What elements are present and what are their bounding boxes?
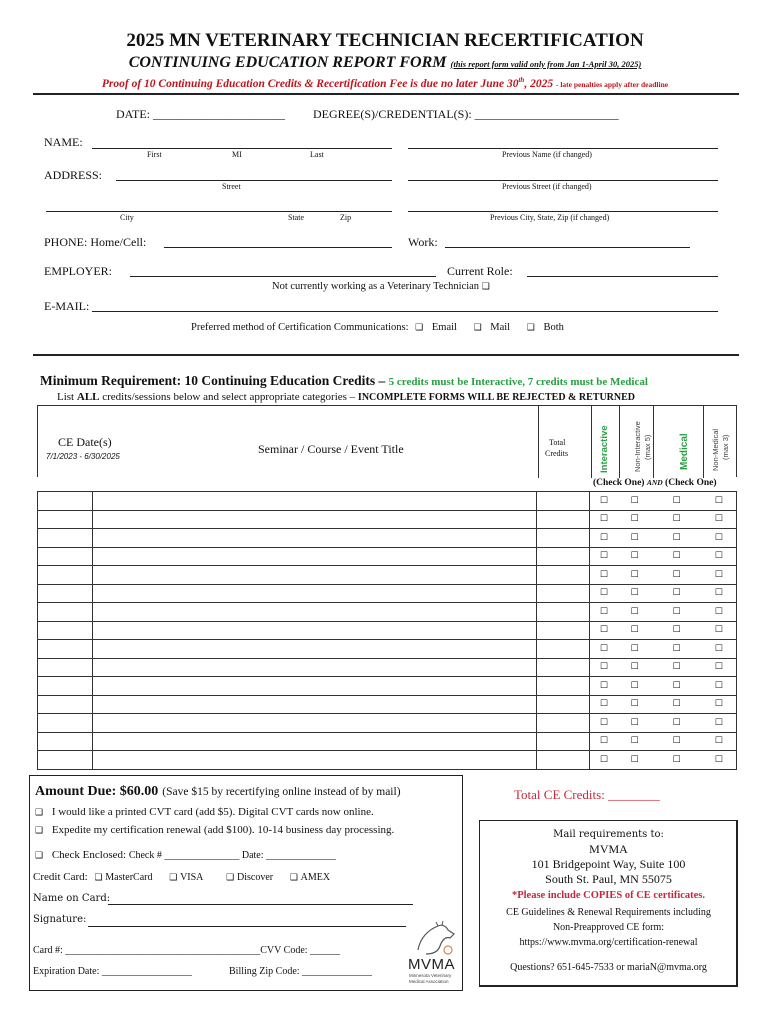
employer-label: EMPLOYER: xyxy=(44,264,113,278)
total-ce-credits[interactable]: Total CE Credits: ________ xyxy=(514,787,661,802)
medical-checkbox[interactable]: ☐ xyxy=(652,492,702,511)
noninteractive-max: (max 5) xyxy=(643,434,652,460)
mail-addr1: 101 Bridgepoint Way, Suite 100 xyxy=(531,857,686,871)
check-and: AND xyxy=(646,478,663,487)
interactive-checkbox[interactable]: ☐ xyxy=(590,732,618,751)
ce-date-cell[interactable] xyxy=(38,510,93,529)
title-cell[interactable] xyxy=(92,529,536,548)
first-label: First xyxy=(147,150,162,159)
date-field[interactable]: DATE: ______________________ xyxy=(116,107,285,121)
nonmedical-checkbox[interactable]: ☐ xyxy=(701,566,736,585)
interactive-checkbox[interactable]: ☐ xyxy=(590,566,618,585)
printed-card-option[interactable] xyxy=(35,806,374,818)
noninteractive-checkbox[interactable]: ☐ xyxy=(618,621,652,640)
current-role-input[interactable] xyxy=(527,276,718,277)
mastercard-checkbox[interactable]: ❑ xyxy=(94,873,103,883)
ce-table xyxy=(37,491,737,770)
title-cell[interactable] xyxy=(92,751,536,770)
section-divider xyxy=(33,354,739,356)
deadline-notice xyxy=(0,76,770,90)
mail-org: MVMA xyxy=(589,842,628,856)
interactive-checkbox[interactable]: ☐ xyxy=(590,751,618,770)
check-one-row xyxy=(593,478,717,488)
amount-due: Amount Due: $60.00 xyxy=(35,784,159,799)
nonmedical-checkbox[interactable]: ☐ xyxy=(701,621,736,640)
billing-zip-field[interactable]: Billing Zip Code: ______________ xyxy=(229,966,373,977)
check-enclosed-row[interactable] xyxy=(35,849,336,861)
total-credits-cell[interactable] xyxy=(537,547,590,566)
min-requirement-text: Minimum Requirement: 10 Continuing Education Credits – xyxy=(40,373,386,388)
header-divider xyxy=(33,93,739,95)
mail-url[interactable]: https://www.mvma.org/certification-renewal xyxy=(519,937,698,948)
mi-label: MI xyxy=(232,150,242,159)
noninteractive-checkbox[interactable]: ☐ xyxy=(618,529,652,548)
interactive-header: Interactive xyxy=(599,425,610,473)
table-row xyxy=(38,732,737,751)
deadline-main: Proof of 10 Continuing Education Credits & Recertification Fee is due no later June 30 xyxy=(101,77,519,90)
nonmedical-checkbox[interactable]: ☐ xyxy=(701,751,736,770)
address-label: ADDRESS: xyxy=(44,168,103,182)
nonmedical-checkbox[interactable]: ☐ xyxy=(701,547,736,566)
title-cell[interactable] xyxy=(92,677,536,696)
interactive-checkbox[interactable]: ☐ xyxy=(590,584,618,603)
state-label: State xyxy=(288,213,304,222)
table-row xyxy=(38,714,737,733)
ce-date-cell[interactable] xyxy=(38,695,93,714)
title-cell[interactable] xyxy=(92,547,536,566)
discover-checkbox[interactable]: ❑ xyxy=(226,873,235,883)
ce-date-cell[interactable] xyxy=(38,658,93,677)
ce-date-cell[interactable] xyxy=(38,584,93,603)
title-cell[interactable] xyxy=(92,714,536,733)
city-label: City xyxy=(120,213,134,222)
title-cell[interactable] xyxy=(92,732,536,751)
medical-checkbox[interactable]: ☐ xyxy=(652,658,702,677)
preferred-method-row xyxy=(191,322,564,333)
title-cell[interactable] xyxy=(92,640,536,659)
nonmedical-checkbox[interactable]: ☐ xyxy=(701,603,736,622)
ce-date-cell[interactable] xyxy=(38,621,93,640)
list-instruction xyxy=(57,391,635,403)
mail-questions: Questions? 651-645-7533 or mariaN@mvma.org xyxy=(510,962,707,973)
both-option-label: Both xyxy=(543,322,564,333)
nonmedical-checkbox[interactable]: ☐ xyxy=(701,584,736,603)
table-row xyxy=(38,621,737,640)
total-credits-cell[interactable] xyxy=(537,529,590,548)
total-credits-cell[interactable] xyxy=(537,714,590,733)
total-credits-cell[interactable] xyxy=(537,658,590,677)
deadline-year: , 2025 xyxy=(524,77,554,90)
check-one-2: (Check One) xyxy=(665,478,717,488)
email-option-label: Email xyxy=(431,322,457,333)
ce-date-cell[interactable] xyxy=(38,529,93,548)
expedite-label: Expedite my certification renewal (add $100). 10-14 business day processing. xyxy=(51,824,395,836)
previous-city-input[interactable] xyxy=(408,211,718,212)
ce-date-cell[interactable] xyxy=(38,566,93,585)
nonmedical-checkbox[interactable]: ☐ xyxy=(701,492,736,511)
table-row xyxy=(38,547,737,566)
name-input[interactable] xyxy=(92,148,392,149)
medical-checkbox[interactable]: ☐ xyxy=(652,677,702,696)
noninteractive-checkbox[interactable]: ☐ xyxy=(618,566,652,585)
total-credits-cell[interactable] xyxy=(537,492,590,511)
total-credits-cell[interactable] xyxy=(537,510,590,529)
medical-checkbox[interactable]: ☐ xyxy=(652,732,702,751)
name-label: NAME: xyxy=(44,135,83,149)
table-row xyxy=(38,492,737,511)
nonmedical-max: (max 3) xyxy=(721,434,730,460)
medical-checkbox[interactable]: ☐ xyxy=(652,751,702,770)
logo-sub1: Minnesota Veterinary xyxy=(409,973,452,978)
not-working-option[interactable] xyxy=(272,281,490,292)
ce-date-cell[interactable] xyxy=(38,677,93,696)
noninteractive-checkbox[interactable]: ☐ xyxy=(618,584,652,603)
logo-sub2: Medical Association xyxy=(409,979,449,984)
deadline-late: - late penalties apply after deadline xyxy=(555,79,669,89)
printed-card-checkbox[interactable]: ❑ xyxy=(35,808,44,818)
total-credits-cell[interactable] xyxy=(537,732,590,751)
table-row xyxy=(38,677,737,696)
interactive-checkbox[interactable]: ☐ xyxy=(590,510,618,529)
expedite-checkbox[interactable]: ❑ xyxy=(35,826,44,836)
table-row xyxy=(38,566,737,585)
title-cell[interactable] xyxy=(92,621,536,640)
nonmedical-header: Non-Medical xyxy=(711,428,720,471)
expiration-field[interactable]: Expiration Date: __________________ xyxy=(33,966,192,977)
email-checkbox[interactable]: ❑ xyxy=(415,323,424,333)
degree-field[interactable]: DEGREE(S)/CREDENTIAL(S): ________________________ xyxy=(313,107,619,121)
page-subtitle xyxy=(0,54,770,72)
total-credits-cell[interactable] xyxy=(537,584,590,603)
work-label: Work: xyxy=(408,235,438,249)
nonmedical-checkbox[interactable]: ☐ xyxy=(701,677,736,696)
list-pre: List xyxy=(57,391,75,403)
title-cell[interactable] xyxy=(92,603,536,622)
total-credits-cell[interactable] xyxy=(537,621,590,640)
interactive-checkbox[interactable]: ☐ xyxy=(590,695,618,714)
previous-street-input[interactable] xyxy=(408,180,718,181)
email-label: E-MAIL: xyxy=(44,299,90,313)
page-title: 2025 MN VETERINARY TECHNICIAN RECERTIFICATION xyxy=(126,30,644,51)
medical-checkbox[interactable]: ☐ xyxy=(652,529,702,548)
check-enclosed-label: Check Enclosed: xyxy=(51,849,127,861)
ce-date-range: 7/1/2023 - 6/30/2025 xyxy=(46,452,120,461)
ce-date-header: CE Date(s) xyxy=(58,435,112,449)
medical-checkbox[interactable]: ☐ xyxy=(652,603,702,622)
noninteractive-checkbox[interactable]: ☐ xyxy=(618,751,652,770)
noninteractive-checkbox[interactable]: ☐ xyxy=(618,695,652,714)
ce-date-cell[interactable] xyxy=(38,492,93,511)
amount-due-row xyxy=(35,782,401,800)
total-credits-cell[interactable] xyxy=(537,566,590,585)
title-header: Seminar / Course / Event Title xyxy=(258,442,404,456)
signature-label: Signature: xyxy=(33,914,87,925)
total-credits-cell[interactable] xyxy=(537,677,590,696)
table-row xyxy=(38,603,737,622)
noninteractive-checkbox[interactable]: ☐ xyxy=(618,547,652,566)
mail-guide2: Non-Preapproved CE form: xyxy=(552,922,665,933)
nonmedical-checkbox[interactable]: ☐ xyxy=(701,510,736,529)
medical-checkbox[interactable]: ☐ xyxy=(652,510,702,529)
employer-input[interactable] xyxy=(130,276,436,277)
credit-card-row xyxy=(33,871,330,883)
title-cell[interactable] xyxy=(92,566,536,585)
mail-req: Mail requirements to: xyxy=(553,829,664,840)
total-header: Total xyxy=(549,438,566,447)
ce-date-cell[interactable] xyxy=(38,640,93,659)
not-working-checkbox[interactable]: ❑ xyxy=(481,282,490,292)
not-working-label: Not currently working as a Veterinary Technician xyxy=(272,281,480,292)
interactive-checkbox[interactable]: ☐ xyxy=(590,492,618,511)
name-on-card-label: Name on Card: xyxy=(33,893,111,904)
amex-checkbox[interactable]: ❑ xyxy=(289,873,298,883)
table-row xyxy=(38,640,737,659)
interactive-checkbox[interactable]: ☐ xyxy=(590,621,618,640)
horse-icon xyxy=(410,920,460,958)
ce-date-cell[interactable] xyxy=(38,603,93,622)
deadline-sup: th xyxy=(518,76,525,84)
nonmedical-checkbox[interactable]: ☐ xyxy=(701,640,736,659)
last-label: Last xyxy=(310,150,324,159)
visa-label: VISA xyxy=(180,872,204,883)
zip-label: Zip xyxy=(340,213,352,222)
nonmedical-checkbox[interactable]: ☐ xyxy=(701,529,736,548)
noninteractive-checkbox[interactable]: ☐ xyxy=(618,510,652,529)
email-input[interactable] xyxy=(92,311,718,312)
table-row xyxy=(38,584,737,603)
printed-card-label: I would like a printed CVT card (add $5). Digital CVT cards now online. xyxy=(51,806,374,818)
table-row xyxy=(38,529,737,548)
title-cell[interactable] xyxy=(92,658,536,677)
min-requirement xyxy=(40,373,648,389)
noninteractive-checkbox[interactable]: ☐ xyxy=(618,677,652,696)
ce-date-cell[interactable] xyxy=(38,732,93,751)
interactive-checkbox[interactable]: ☐ xyxy=(590,547,618,566)
noninteractive-checkbox[interactable]: ☐ xyxy=(618,732,652,751)
previous-name-label: Previous Name (if changed) xyxy=(502,150,592,159)
credit-card-label: Credit Card: xyxy=(33,871,88,883)
noninteractive-checkbox[interactable]: ☐ xyxy=(618,603,652,622)
mail-guide1: CE Guidelines & Renewal Requirements including xyxy=(506,907,711,918)
interactive-checkbox[interactable]: ☐ xyxy=(590,677,618,696)
current-role-label: Current Role: xyxy=(447,264,513,278)
both-checkbox[interactable]: ❑ xyxy=(526,323,535,333)
total-credits-cell[interactable] xyxy=(537,751,590,770)
nonmedical-checkbox[interactable]: ☐ xyxy=(701,658,736,677)
subtitle-main: CONTINUING EDUCATION REPORT FORM xyxy=(128,54,447,71)
mail-option-label: Mail xyxy=(490,322,511,333)
check-number-field[interactable]: Check # _______________ Date: ______________ xyxy=(128,850,337,861)
interactive-checkbox[interactable]: ☐ xyxy=(590,529,618,548)
list-post: credits/sessions below and select appropriate categories – xyxy=(102,391,356,403)
previous-name-input[interactable] xyxy=(408,148,718,149)
noninteractive-checkbox[interactable]: ☐ xyxy=(618,714,652,733)
ce-date-cell[interactable] xyxy=(38,714,93,733)
mail-checkbox[interactable]: ❑ xyxy=(473,323,482,333)
nonmedical-checkbox[interactable]: ☐ xyxy=(701,732,736,751)
visa-checkbox[interactable]: ❑ xyxy=(169,873,178,883)
medical-checkbox[interactable]: ☐ xyxy=(652,547,702,566)
noninteractive-header: Non-Interactive xyxy=(633,421,642,472)
interactive-checkbox[interactable]: ☐ xyxy=(590,658,618,677)
mail-copies: *Please include COPIES of CE certificates. xyxy=(511,890,706,901)
table-row xyxy=(38,510,737,529)
title-cell[interactable] xyxy=(92,695,536,714)
mastercard-label: MasterCard xyxy=(105,872,153,883)
noninteractive-checkbox[interactable]: ☐ xyxy=(618,640,652,659)
title-cell[interactable] xyxy=(92,492,536,511)
nonmedical-checkbox[interactable]: ☐ xyxy=(701,695,736,714)
preferred-method-label: Preferred method of Certification Communications: xyxy=(191,322,409,333)
list-caps: INCOMPLETE FORMS WILL BE REJECTED & RETURNED xyxy=(357,392,636,403)
signature-input[interactable] xyxy=(88,926,406,927)
discover-label: Discover xyxy=(236,872,274,883)
previous-city-label: Previous City, State, Zip (if changed) xyxy=(490,213,610,222)
check-one-1: (Check One) xyxy=(593,478,645,488)
medical-checkbox[interactable]: ☐ xyxy=(652,695,702,714)
city-input[interactable] xyxy=(46,211,392,212)
table-row xyxy=(38,658,737,677)
save-note: (Save $15 by recertifying online instead of by mail) xyxy=(162,786,401,798)
interactive-checkbox[interactable]: ☐ xyxy=(590,714,618,733)
medical-header: Medical xyxy=(679,433,690,470)
min-requirement-green: 5 credits must be Interactive, 7 credits must be Medical xyxy=(388,376,648,388)
noninteractive-checkbox[interactable]: ☐ xyxy=(618,658,652,677)
ce-date-cell[interactable] xyxy=(38,751,93,770)
mail-addr2: South St. Paul, MN 55075 xyxy=(545,872,672,886)
credits-header: Credits xyxy=(545,449,569,458)
name-on-card-input[interactable] xyxy=(108,904,413,905)
medical-checkbox[interactable]: ☐ xyxy=(652,584,702,603)
noninteractive-checkbox[interactable]: ☐ xyxy=(618,492,652,511)
total-credits-cell[interactable] xyxy=(537,640,590,659)
interactive-checkbox[interactable]: ☐ xyxy=(590,640,618,659)
nonmedical-checkbox[interactable]: ☐ xyxy=(701,714,736,733)
title-cell[interactable] xyxy=(92,584,536,603)
table-row xyxy=(38,695,737,714)
previous-street-label: Previous Street (if changed) xyxy=(502,182,592,191)
logo-text: MVMA xyxy=(408,956,455,973)
card-number-field[interactable]: Card #: _______________________________________CVV Code: ______ xyxy=(33,945,341,956)
ce-date-cell[interactable] xyxy=(38,547,93,566)
check-enclosed-checkbox[interactable]: ❑ xyxy=(35,851,44,861)
street-input[interactable] xyxy=(116,180,392,181)
medical-checkbox[interactable]: ☐ xyxy=(652,566,702,585)
interactive-checkbox[interactable]: ☐ xyxy=(590,603,618,622)
ce-table-header xyxy=(37,405,737,477)
amex-label: AMEX xyxy=(300,872,331,883)
street-label: Street xyxy=(222,182,241,191)
phone-input[interactable] xyxy=(164,247,392,248)
phone-label: PHONE: Home/Cell: xyxy=(44,235,147,249)
total-credits-cell[interactable] xyxy=(537,603,590,622)
expedite-option[interactable] xyxy=(35,824,394,836)
list-all: ALL xyxy=(76,391,100,403)
subtitle-note: (this report form valid only from Jan 1-April 30, 2025) xyxy=(450,59,642,69)
table-row xyxy=(38,751,737,770)
work-input[interactable] xyxy=(445,247,690,248)
medical-checkbox[interactable]: ☐ xyxy=(652,621,702,640)
medical-checkbox[interactable]: ☐ xyxy=(652,714,702,733)
mvma-logo xyxy=(406,920,462,986)
total-credits-cell[interactable] xyxy=(537,695,590,714)
medical-checkbox[interactable]: ☐ xyxy=(652,640,702,659)
title-cell[interactable] xyxy=(92,510,536,529)
